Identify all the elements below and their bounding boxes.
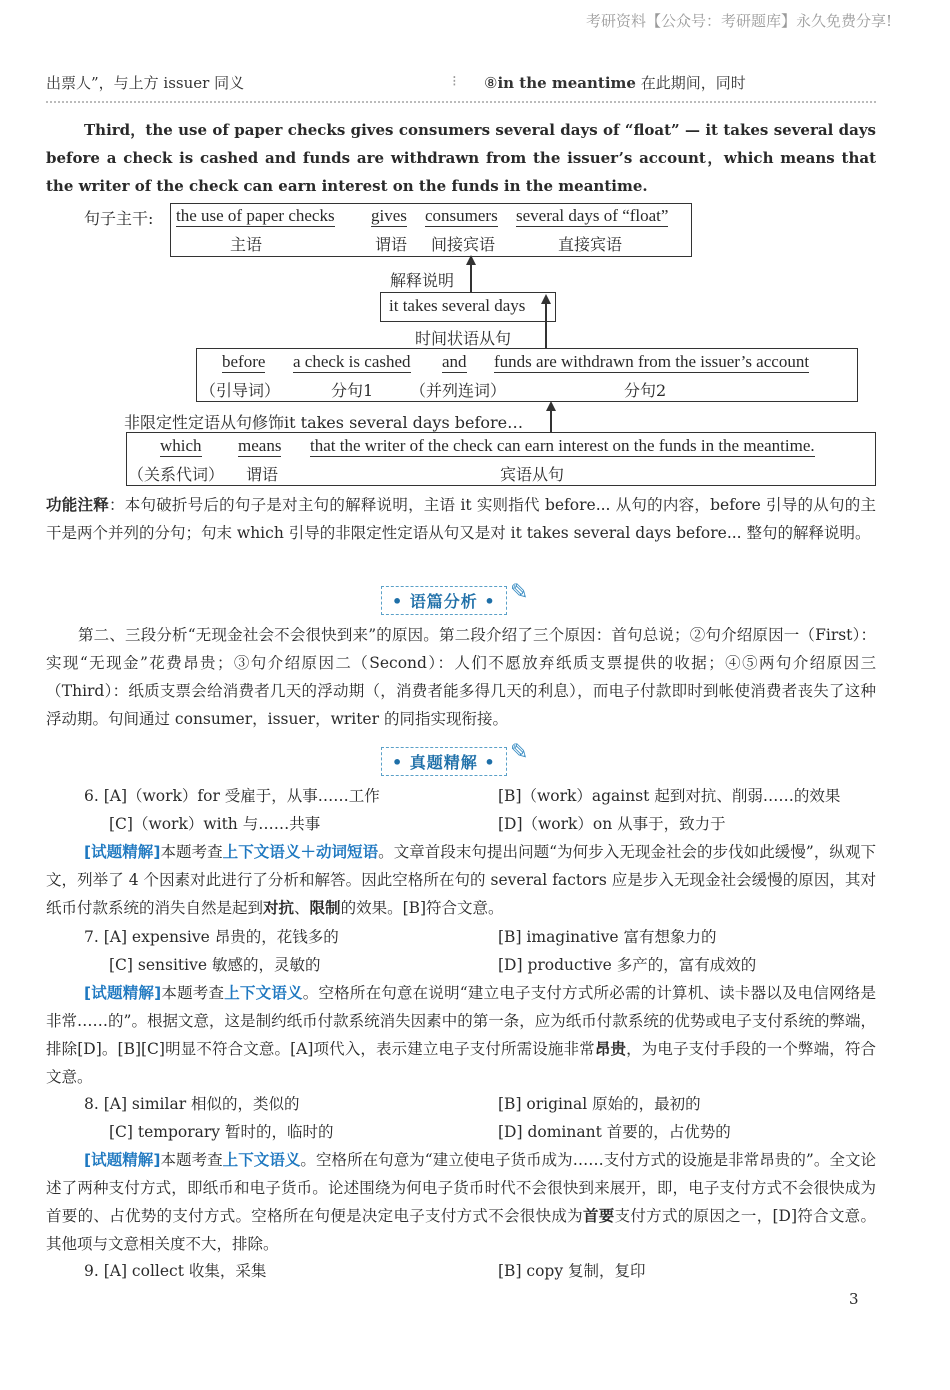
q8-option-d: [D] dominant 首要的，占优势的 [498, 1123, 731, 1141]
q6-bold1: 对抗 [263, 898, 295, 917]
do-label: 直接宾语 [558, 235, 623, 254]
before-text: before [222, 352, 266, 371]
q8-option-b: [B] original 原始的，最初的 [498, 1095, 701, 1113]
q8-focus: 上下文语义 [222, 1151, 301, 1169]
subject-text: the use of paper checks [176, 206, 335, 225]
q7-option-c: [C] sensitive 敏感的，灵敏的 [109, 956, 321, 974]
q8-option-a: 8. [A] similar 相似的，类似的 [84, 1095, 300, 1113]
section-discourse-title: • 语篇分析 • [381, 586, 507, 615]
function-note-text: ：本句破折号后的句子是对主句的解释说明，主语 it 实则指代 before... 从句的内容，before 引导的从句的主干是两个并列的分句；句末 which 引导的非限定性定语从句又是对 it takes several days before... 整句的解释说明。 [46, 496, 876, 542]
q8-pre: 本题考查 [160, 1151, 223, 1169]
header-right-cn: 在此期间，同时 [640, 74, 746, 92]
header-divider [46, 101, 876, 103]
function-note-title: 功能注释 [46, 496, 109, 514]
header-right-en: in the meantime [497, 74, 636, 92]
section-questions-title: • 真题精解 • [381, 747, 507, 776]
q6-tag: [试题精解] [84, 843, 161, 861]
means-label: 谓语 [246, 465, 279, 484]
object-clause-label: 宾语从句 [500, 465, 565, 484]
time-clause-label: 时间状语从句 [415, 329, 512, 348]
discourse-analysis: 第二、三段分析“无现金社会不会很快到来”的原因。第二段介绍了三个原因：首句总说；②句介绍原因一（First）：实现“无现金”花费昂贵；③句介绍原因二（Second）：人们不愿放弃纸质支票提供的收据；④⑤两句介绍原因三（Third）：纸质支票会给消费者几天的浮动期（，消费者能多得几天的利息），而电子付款即时到帐使消费者丧失了这种浮动期。句间通过 consumer，issuer，writer 的同指实现衔接。 [46, 626, 876, 728]
arrow-line-3 [550, 408, 552, 432]
q9-option-a: 9. [A] collect 收集，采集 [84, 1262, 267, 1280]
q6-text1: 。文章首段末句提出问题“为何步入无现金社会的步伐如此缓慢”，纵观下文，列举了 4 个因素对此进行了分析和解答。因此空格所在句的 several factors 应是步入无现金社会缓慢的原因，其对纸币付款系统的消失自然是起到 [46, 843, 876, 917]
object-clause-text: that the writer of the check can earn interest on the funds in the meantime. [310, 436, 815, 455]
q7-tag: [试题精解] [84, 984, 162, 1002]
clause1-label: 分句1 [331, 381, 374, 400]
analysis-sentence: Third，the use of paper checks gives consumers several days of “float” — it takes several days before a check is cashed and funds are withdrawn from the issuer’s account，which means that the writer of the check can earn interest on the funds in the meantime. [46, 121, 876, 195]
q6-sep: 、 [294, 899, 310, 917]
q6-text2: 的效果。[B]符合文意。 [340, 899, 504, 917]
q6-bold2: 限制 [309, 898, 341, 917]
subject-label: 主语 [230, 235, 263, 254]
which-label: （关系代词） [128, 465, 225, 484]
arrow-up-icon [541, 294, 551, 304]
q6-pre: 本题考查 [160, 843, 223, 861]
q7-pre: 本题考查 [161, 984, 225, 1002]
q6-option-c: [C]（work）with 与……共事 [109, 815, 321, 833]
header-right-num: ⑧ [484, 74, 498, 92]
header-mark-icon: ⁝ [452, 72, 457, 90]
q8-text2: 支付方式的原因之一，[D]符合文意。其他项与文意相关度不大，排除。 [46, 1207, 876, 1253]
q7-option-b: [B] imaginative 富有想象力的 [498, 928, 717, 946]
which-text: which [160, 436, 202, 455]
before-label: （引导词） [200, 381, 281, 400]
q6-option-d: [D]（work）on 从事于，致力于 [498, 815, 726, 833]
q8-option-c: [C] temporary 暂时的，临时的 [109, 1123, 334, 1141]
q7-option-d: [D] productive 多产的，富有成效的 [498, 956, 757, 974]
q6-option-b: [B]（work）against 起到对抗、削弱……的效果 [498, 787, 841, 805]
verb-text: gives [371, 206, 407, 225]
arrow-line-1 [470, 262, 472, 292]
explain-label: 解释说明 [390, 271, 455, 290]
do-text: several days of “float” [516, 206, 669, 225]
pen-icon: ✎ [510, 580, 529, 605]
io-label: 间接宾语 [431, 235, 496, 254]
q6-explanation [46, 838, 876, 922]
nonrestrictive-label: 非限定性定语从句修饰it takes several days before… [124, 413, 524, 432]
q6-focus: 上下文语义＋动词短语 [222, 843, 379, 861]
clause2-text: funds are withdrawn from the issuer’s account [494, 352, 810, 371]
q8-tag: [试题精解] [84, 1151, 161, 1169]
q9-option-b: [B] copy 复制，复印 [498, 1262, 646, 1280]
io-text: consumers [425, 206, 498, 225]
q8-text1: 。空格所在句意为“建立使电子货币成为……支付方式的设施是非常昂贵的”。全文论述了两种支付方式，即纸币和电子货币。论述围绕为何电子货币时代不会很快到来展开，即，电子支付方式不会很快成为首要的、占优势的支付方式。空格所在句便是决定电子支付方式不会很快成为 [46, 1151, 876, 1225]
q7-explanation [46, 979, 876, 1091]
and-text: and [442, 352, 467, 371]
clause1-text: a check is cashed [293, 352, 411, 371]
header-left: 出票人”，与上方 issuer 同义 [46, 74, 245, 92]
and-label: （并列连词） [410, 381, 507, 400]
arrow-up-icon [546, 401, 556, 411]
clause2-label: 分句2 [624, 381, 667, 400]
q8-bold1: 首要 [582, 1206, 615, 1225]
q8-explanation [46, 1146, 876, 1258]
q7-bold1: 昂贵 [594, 1039, 627, 1058]
watermark: 考研资料【公众号：考研题库】永久免费分享! [586, 12, 893, 30]
function-note [46, 491, 876, 547]
verb-label: 谓语 [375, 235, 408, 254]
arrow-up-icon [466, 255, 476, 265]
clause-text: it takes several days [389, 296, 526, 315]
trunk-label: 句子主干: [84, 209, 154, 228]
pen-icon: ✎ [510, 740, 529, 765]
q7-option-a: 7. [A] expensive 昂贵的，花钱多的 [84, 928, 339, 946]
q7-text1: 。空格所在句意在说明“建立电子支付方式所必需的计算机、读卡器以及电信网络是非常……的”。根据文意，这是制约纸币付款系统消失因素中的第一条，应为纸币付款系统的优势或电子支付系统的弊端，排除[D]。[B][C]明显不符合文意。[A]项代入，表示建立电子支付所需设施非常 [46, 984, 876, 1058]
means-text: means [238, 436, 282, 455]
page-number: 3 [849, 1290, 859, 1308]
q7-focus: 上下文语义 [224, 984, 303, 1002]
header-right [484, 72, 746, 93]
arrow-line-2 [545, 302, 547, 348]
q6-option-a: 6. [A]（work）for 受雇于，从事……工作 [84, 787, 380, 805]
q7-text2: ，为电子支付手段的一个弊端，符合文意。 [46, 1040, 876, 1086]
